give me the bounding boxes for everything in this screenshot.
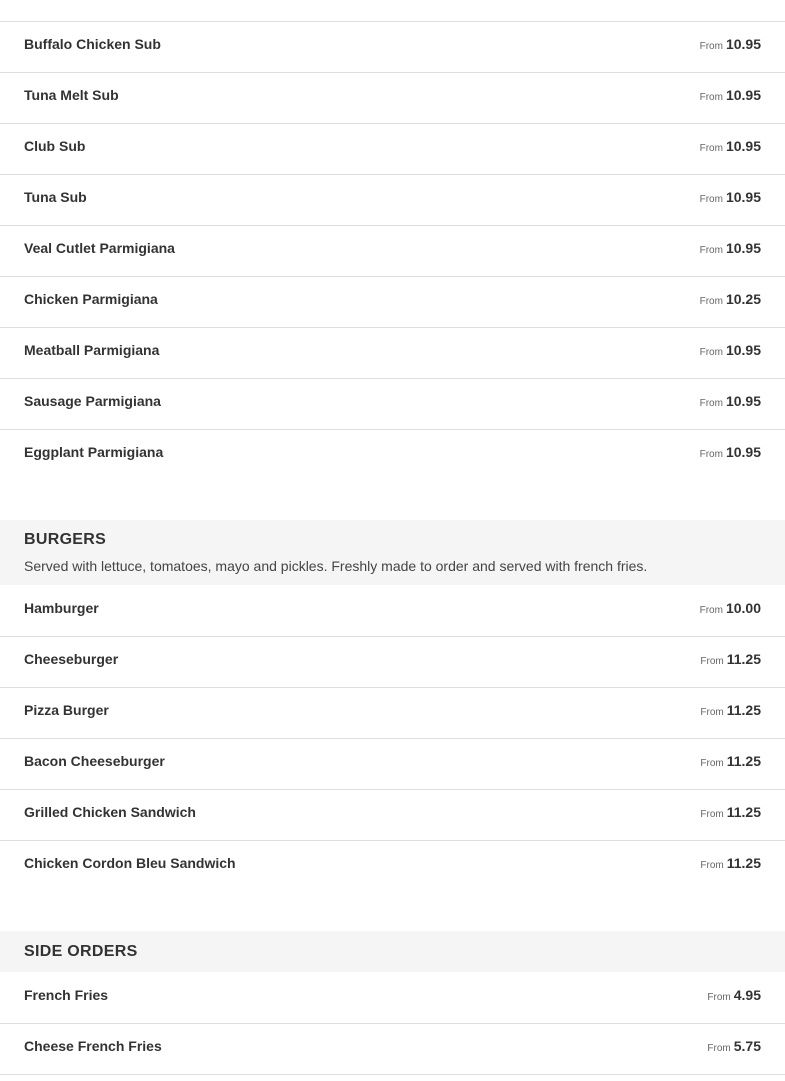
price-value: 10.95 [725,138,761,154]
menu-item-hamburger[interactable] [0,586,785,637]
price-value: 10.25 [725,291,761,307]
item-name: Meatball Parmigiana [24,342,160,358]
item-name: Tuna Melt Sub [24,87,119,103]
from-label: From [699,449,723,460]
item-name: Buffalo Chicken Sub [24,36,161,52]
item-name: Hamburger [24,600,99,616]
menu-item-eggplant-parmigiana[interactable] [0,430,785,481]
menu-item-grilled-chicken-sandwich[interactable] [0,790,785,841]
item-name: Grilled Chicken Sandwich [24,804,196,820]
price-value: 11.25 [726,651,761,667]
from-label: From [699,398,723,409]
menu-item-tuna-sub[interactable] [0,175,785,226]
price-value: 11.25 [726,804,761,820]
item-name: Sausage Parmigiana [24,393,161,409]
item-name: Veal Cutlet Parmigiana [24,240,175,256]
item-name: Chicken Cordon Bleu Sandwich [24,855,236,871]
menu-item-partial[interactable] [0,0,785,22]
from-label: From [699,605,723,616]
item-price [700,444,761,463]
item-name: Chicken Parmigiana [24,291,158,307]
price-value: 11.25 [726,702,761,718]
from-label: From [700,656,724,667]
menu-item-bacon-cheeseburger[interactable] [0,739,785,790]
menu-item-tuna-melt-sub[interactable] [0,73,785,124]
price-value: 4.95 [733,987,761,1003]
section-header-burgers [0,520,785,585]
from-label: From [699,245,723,256]
price-value: 10.95 [725,87,761,103]
price-value: 10.00 [725,600,761,616]
menu-item-chicken-cordon-bleu-sandwich[interactable] [0,841,785,892]
item-price [700,393,761,412]
item-name: Eggplant Parmigiana [24,444,164,460]
item-name: Bacon Cheeseburger [24,753,165,769]
from-label: From [699,41,723,52]
from-label: From [707,1043,731,1054]
item-price [707,1038,761,1057]
item-name: Cheese French Fries [24,1038,162,1054]
item-price [700,138,761,157]
price-value: 10.95 [725,189,761,205]
menu-item-pizza-burger[interactable] [0,688,785,739]
from-label: From [700,707,724,718]
item-price [700,804,761,823]
price-value: 10.95 [725,240,761,256]
from-label: From [699,143,723,154]
item-price [700,291,761,310]
item-price [707,987,761,1006]
item-price [700,753,761,772]
menu-item-buffalo-chicken-sub[interactable] [0,22,785,73]
item-price [700,36,761,55]
from-label: From [699,92,723,103]
price-value: 10.95 [725,444,761,460]
item-name: Cheeseburger [24,651,119,667]
price-value: 5.75 [733,1038,761,1054]
item-name: Club Sub [24,138,86,154]
item-price [700,600,761,619]
item-price [700,189,761,208]
from-label: From [700,809,724,820]
from-label: From [700,860,724,871]
from-label: From [707,992,731,1003]
price-value: 10.95 [725,36,761,52]
menu-item-chicken-parmigiana[interactable] [0,277,785,328]
item-name: Tuna Sub [24,189,87,205]
menu-item-french-fries[interactable] [0,973,785,1024]
price-value: 11.25 [726,753,761,769]
from-label: From [699,347,723,358]
menu-item-cheese-french-fries[interactable] [0,1024,785,1075]
from-label: From [699,194,723,205]
from-label: From [699,296,723,307]
section-description: Served with lettuce, tomatoes, mayo and pickles. Freshly made to order and served with french fries. [24,558,648,574]
item-price [700,240,761,259]
section-title: SIDE ORDERS [24,943,138,960]
price-value: 10.95 [725,342,761,358]
menu-item-veal-cutlet-parmigiana[interactable] [0,226,785,277]
menu-item-meatball-parmigiana[interactable] [0,328,785,379]
section-title: BURGERS [24,531,107,548]
item-price [700,87,761,106]
menu-item-club-sub[interactable] [0,124,785,175]
section-header-side-orders [0,931,785,972]
menu-item-sausage-parmigiana[interactable] [0,379,785,430]
item-name: Pizza Burger [24,702,109,718]
item-price [700,855,761,874]
item-price [700,702,761,721]
menu-item-cheeseburger[interactable] [0,637,785,688]
from-label: From [700,758,724,769]
price-value: 11.25 [726,855,761,871]
item-price [700,651,761,670]
price-value: 10.95 [725,393,761,409]
item-name: French Fries [24,987,109,1003]
item-price [700,342,761,361]
